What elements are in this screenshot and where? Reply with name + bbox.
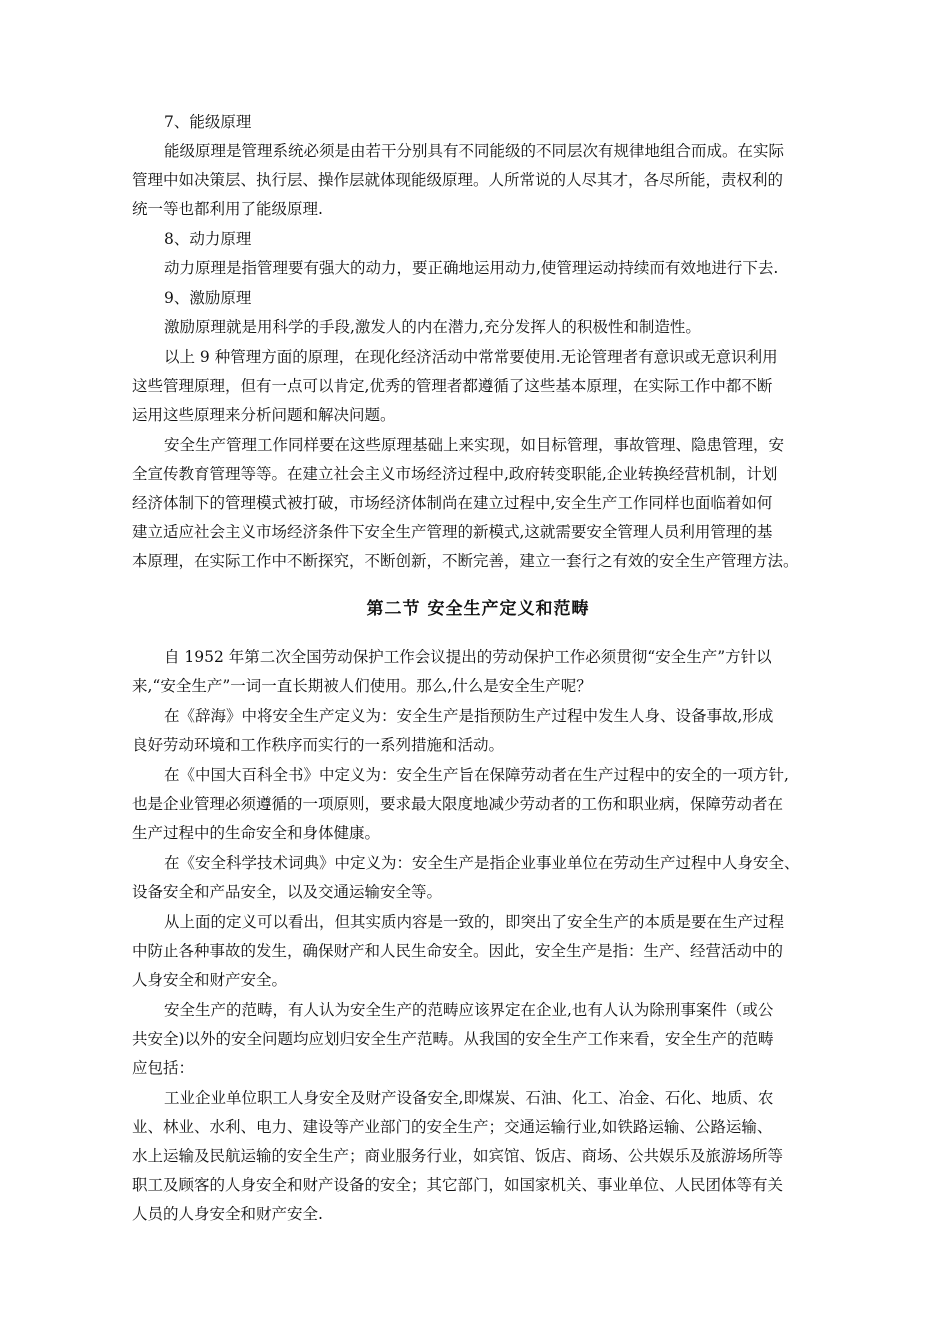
text-line: 自 1952 年第二次全国劳动保护工作会议提出的劳动保护工作必须贯彻“安全生产”方针以: [164, 648, 772, 666]
paragraph-scope: [132, 996, 824, 1083]
subtitle-incentive-principle: 9、激励原理: [164, 289, 252, 307]
document-page: [132, 108, 824, 1230]
text-line: 动力原理是指管理要有强大的动力，要正确地运用动力,使管理运动持续而有效地进行下去.: [164, 259, 779, 277]
paragraph-dictionary-definition: [132, 849, 824, 907]
text-line: 在《安全科学技术词典》中定义为：安全生产是指企业事业单位在劳动生产过程中人身安全、: [164, 854, 800, 872]
text-line: 安全生产的范畴，有人认为安全生产的范畴应该界定在企业,也有人认为除刑事案件（或公: [164, 1001, 774, 1019]
text-line: 应包括：: [132, 1059, 195, 1077]
paragraph-scope-details: [132, 1084, 824, 1229]
text-line: 管理中如决策层、执行层、操作层就体现能级原理。人所常说的人尽其才，各尽所能，责权利的: [132, 171, 784, 189]
text-line: 安全生产管理工作同样要在这些原理基础上来实现，如目标管理，事故管理、隐患管理，安: [164, 436, 785, 454]
paragraph-cihai-definition: [132, 702, 824, 760]
paragraph-history: [132, 643, 824, 701]
text-line: 人员的人身安全和财产安全.: [132, 1205, 323, 1223]
text-line: 能级原理是管理系统必须是由若干分别具有不同能级的不同层次有规律地组合而成。在实际: [164, 142, 785, 160]
text-line: 以上 9 种管理方面的原理，在现化经济活动中常常要使用.无论管理者有意识或无意识利用: [164, 348, 778, 366]
text-line: 职工及顾客的人身安全和财产设备的安全；其它部门，如国家机关、事业单位、人民团体等有关: [132, 1176, 784, 1194]
paragraph-safety-management: [132, 431, 824, 576]
text-line: 从上面的定义可以看出，但其实质内容是一致的，即突出了安全生产的本质是要在生产过程: [164, 913, 785, 931]
text-line: 在《辞海》中将安全生产定义为：安全生产是指预防生产过程中发生人身、设备事故,形成: [164, 707, 774, 725]
text-line: 也是企业管理必须遵循的一项原则，要求最大限度地减少劳动者的工伤和职业病，保障劳动者在: [132, 795, 784, 813]
paragraph-encyclopedia-definition: [132, 761, 824, 848]
text-line: 工业企业单位职工人身安全及财产设备安全,即煤炭、石油、化工、冶金、石化、地质、农: [164, 1089, 774, 1107]
text-line: 来,“安全生产”一词一直长期被人们使用。那么,什么是安全生产呢？: [132, 677, 592, 695]
text-line: 在《中国大百科全书》中定义为：安全生产旨在保障劳动者在生产过程中的安全的一项方针,: [164, 766, 789, 784]
text-line: 共安全)以外的安全问题均应划归安全生产范畴。从我国的安全生产工作来看，安全生产的范畴: [132, 1030, 774, 1048]
subtitle-energy-level-principle: 7、能级原理: [164, 113, 252, 131]
text-line: 设备安全和产品安全，以及交通运输安全等。: [132, 883, 443, 901]
text-line: 经济体制下的管理模式被打破，市场经济体制尚在建立过程中,安全生产工作同样也面临着如何: [132, 494, 773, 512]
text-line: 激励原理就是用科学的手段,激发人的内在潜力,充分发挥人的积极性和制造性。: [164, 318, 701, 336]
paragraph-essence: [132, 908, 824, 995]
section-heading: 第二节 安全生产定义和范畴: [366, 599, 590, 619]
text-line: 这些管理原理，但有一点可以肯定,优秀的管理者都遵循了这些基本原理，在实际工作中都不断: [132, 377, 773, 395]
section-definition: [132, 643, 824, 1229]
text-line: 本原理，在实际工作中不断探究，不断创新，不断完善，建立一套行之有效的安全生产管理方法。: [132, 552, 799, 570]
text-line: 水上运输及民航运输的安全生产；商业服务行业，如宾馆、饭店、商场、公共娱乐及旅游场所等: [132, 1147, 784, 1165]
paragraph-energy-level: [132, 137, 824, 224]
text-line: 生产过程中的生命安全和身体健康。: [132, 824, 381, 842]
text-line: 业、林业、水利、电力、建设等产业部门的安全生产；交通运输行业,如铁路运输、公路运输、: [132, 1118, 773, 1136]
paragraph-summary: [132, 343, 824, 430]
paragraph-dynamic: [132, 254, 824, 283]
text-line: 全宣传教育管理等等。在建立社会主义市场经济过程中,政府转变职能,企业转换经营机制，计划: [132, 465, 778, 483]
text-line: 统一等也都利用了能级原理.: [132, 200, 323, 218]
text-line: 运用这些原理来分析问题和解决问题。: [132, 406, 396, 424]
text-line: 良好劳动环境和工作秩序而实行的一系列措施和活动。: [132, 736, 505, 754]
section-principles: [132, 108, 824, 576]
text-line: 建立适应社会主义市场经济条件下安全生产管理的新模式,这就需要安全管理人员利用管理的基: [132, 523, 773, 541]
text-line: 中防止各种事故的发生，确保财产和人民生命安全。因此，安全生产是指：生产、经营活动中的: [132, 942, 784, 960]
text-line: 人身安全和财产安全。: [132, 971, 288, 989]
paragraph-incentive: [132, 313, 824, 342]
subtitle-dynamic-principle: 8、动力原理: [164, 230, 252, 248]
